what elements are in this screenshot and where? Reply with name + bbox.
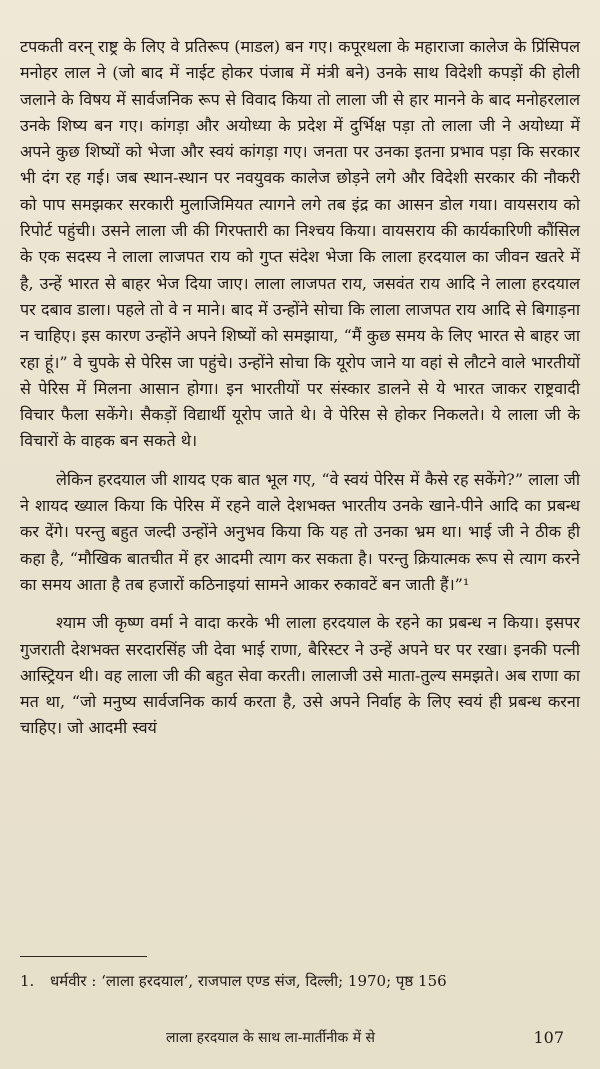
paragraph-3: श्याम जी कृष्ण वर्मा ने वादा करके भी लाला हरदयाल के रहने का प्रबन्ध न किया। इसपर गुजराती देशभक्त सरदारसिंह जी देवा भाई राणा, बैरिस्टर ने उन्हें अपने घर पर रखा। इनकी पत्नी आस्ट्रियन थी। वह लाला जी की बहुत सेवा करती। लालाजी उसे माता-तुल्य समझते। अब राणा का मत था, “जो मनुष्य सार्वजनिक कार्य करता है, उसे अपने निर्वाह के लिए स्वयं ही प्रबन्ध करना चाहिए। जो आदमी स्वयं: [20, 613, 580, 738]
running-title: लाला हरदयाल के साथ ला-मार्तीनीक में से: [166, 1030, 375, 1046]
paragraph-1: टपकती वरन् राष्ट्र के लिए वे प्रतिरूप (माडल) बन गए। कपूरथला के महाराजा कालेज के प्रिंसिपल मनोहर लाल ने (जो बाद में नाईट होकर पंजाब में मंत्री बने) उनके साथ विदेशी कपड़ों की होली जलाने के विषय में सार्वजनिक रूप से विवाद किया तो लाला जी से हार मानने के बाद मनोहरलाल उनके शिष्य बन गए। कांगड़ा और अयोध्या के प्रदेश में दुर्भिक्ष पड़ा तो लाला जी ने अयोध्या में अपने कुछ शिष्यों को भेजा और स्वयं कांगड़ा गए। जनता पर उनका इतना प्रभाव पड़ा कि सरकार भी दंग रह गई। जब स्थान-स्थान पर नवयुवक कालेज छोड़ने लगे और विदेशी सरकार की नौकरी को पाप समझकर सरकारी मुलाजिमियत त्यागने लगे तब इंद्र का आसन डोल गया। वायसराय को रिपोर्ट पहुंची। उसने लाला जी की गिरफ्तारी का निश्चय किया। वायसराय की कार्यकारिणी कौंसिल के एक सदस्य ने लाला लाजपत राय को गुप्त संदेश भेजा कि लाला हरदयाल का जीवन खतरे में है, उन्हें भारत से बाहर भेज दिया जाए। लाला लाजपत राय, जसवंत राय आदि ने लाला हरदयाल पर दबाव डाला। पहले तो वे न माने। बाद में उन्होंने सोचा कि लाला लाजपत राय आदि से बिगाड़ना न चाहिए। इस कारण उन्होंने अपने शिष्यों को समझाया, “मैं कुछ समय के लिए भारत से बाहर जा रहा हूं।” वे चुपके से पेरिस जा पहुंचे। उन्होंने सोचा कि यूरोप जाने या वहां से लौटने वाले भारतीयों से पेरिस में मिलना आसान होगा। इन भारतीयों पर संस्कार डालने से ये भारत जाकर राष्ट्रवादी विचार फैला सकेंगे। सैकड़ों विद्यार्थी यूरोप जाते थे। वे पेरिस से होकर निकलते। ये लाला जी के विचारों के वाहक बन सकते थे।: [20, 37, 580, 451]
page-number: 107: [533, 1028, 564, 1047]
footnote-divider: [20, 956, 147, 957]
footnote: [20, 970, 580, 992]
footnote-number: 1.: [20, 972, 35, 990]
page-body: [20, 34, 580, 742]
paragraph-2: लेकिन हरदयाल जी शायद एक बात भूल गए, “वे स्वयं पेरिस में कैसे रह सकेंगे?” लाला जी ने शायद ख्याल किया कि पेरिस में रहने वाले देशभक्त भारतीय उनके खाने-पीने आदि का प्रबन्ध कर देंगे। परन्तु बहुत जल्दी उन्होंने अनुभव किया कि यह तो उनका भ्रम था। भाई जी ने ठीक ही कहा है, “मौखिक बातचीत में हर आदमी त्याग कर सकता है। परन्तु क्रियात्मक रूप से त्याग करने का समय आता है तब हजारों कठिनाइयां सामने आकर रुकावटें बन जाती हैं।”¹: [20, 469, 580, 594]
page-footer: [0, 1028, 600, 1052]
footnote-text: धर्मवीर : ‘लाला हरदयाल’, राजपाल एण्ड संज, दिल्ली; 1970; पृष्ठ 156: [50, 972, 447, 990]
